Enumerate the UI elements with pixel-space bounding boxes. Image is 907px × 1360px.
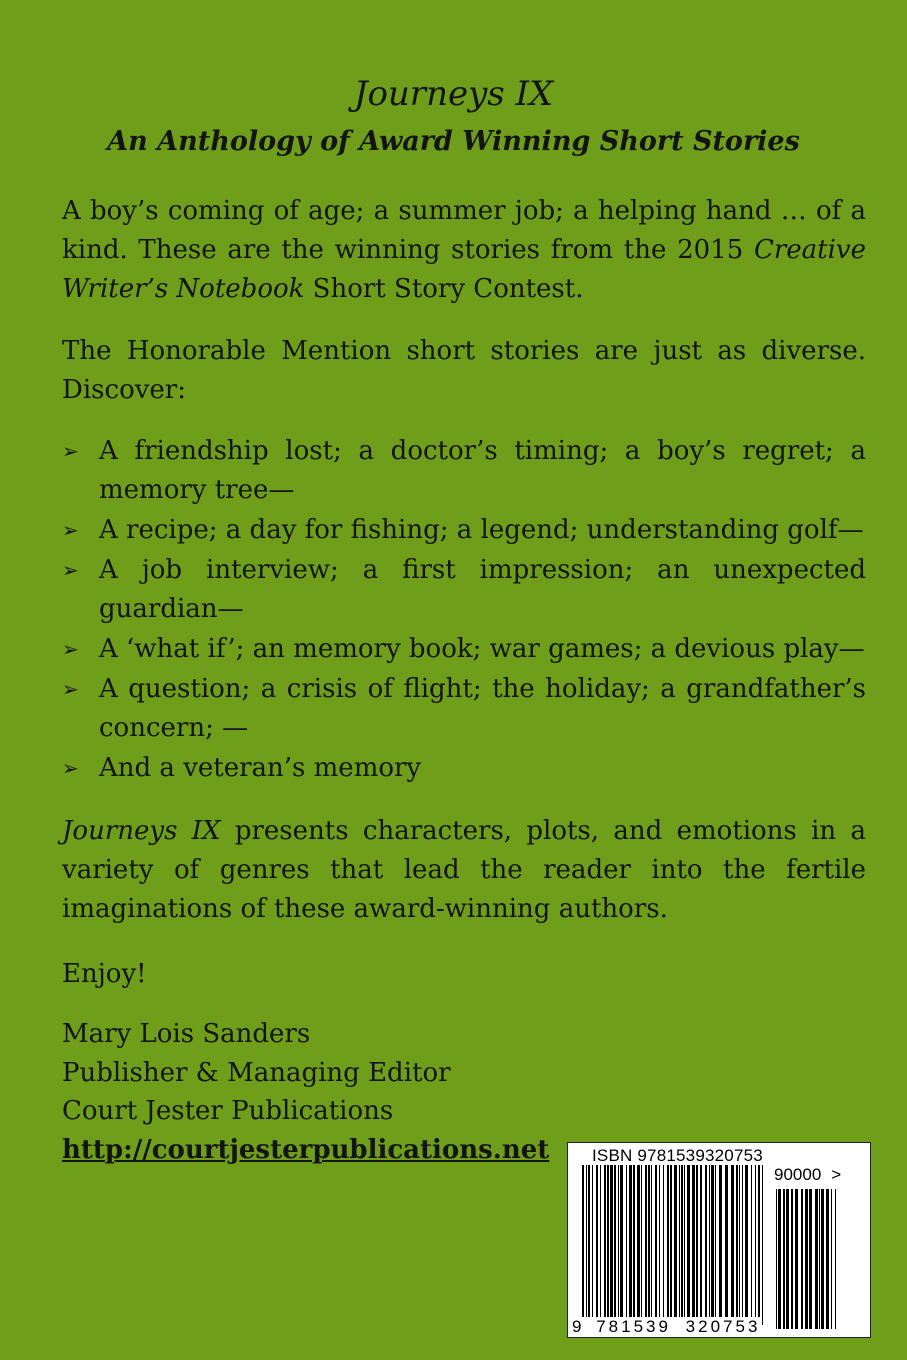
enjoy-line: Enjoy! xyxy=(62,959,147,989)
addon-digits: 90000 xyxy=(774,1165,822,1184)
publisher-name: Court Jester Publications xyxy=(62,1096,394,1126)
addon-arrow: > xyxy=(831,1165,842,1184)
book-subtitle: An Anthology of Award Winning Short Stories xyxy=(107,126,800,157)
intro-text-1: A boy’s coming of age; a summer job; a helping hand … of a kind. These are the winning stories from the 2015 xyxy=(62,196,866,265)
list-item-text: A friendship lost; a doctor’s timing; a boy’s regret; a memory tree— xyxy=(99,436,866,505)
editor-name: Mary Lois Sanders xyxy=(62,1019,311,1049)
closing-text: presents characters, plots, and emotions in a variety of genres that lead the reader into the fertile imaginations of these award-winning authors. xyxy=(62,816,866,924)
list-item-text: And a veteran’s memory xyxy=(99,753,422,783)
barcode-bars-main xyxy=(580,1165,766,1325)
barcode-bars-addon xyxy=(774,1189,840,1329)
barcode-digits-left: 781539 xyxy=(596,1317,671,1336)
closing-title: Journeys IX xyxy=(62,816,221,846)
list-item-text: A recipe; a day for fishing; a legend; understanding golf— xyxy=(99,515,864,545)
arrow-bullet-icon: ➢ xyxy=(62,558,79,582)
signature-block xyxy=(62,1015,549,1169)
isbn-label: ISBN 9781539320753 xyxy=(592,1146,763,1165)
arrow-bullet-icon: ➢ xyxy=(62,518,79,542)
list-item-text: A job interview; a first impression; an unexpected guardian— xyxy=(99,555,866,624)
intro-text-2: Short Story Contest. xyxy=(304,274,584,304)
list-item-text: A question; a crisis of flight; the holiday; a grandfather’s concern; — xyxy=(99,674,866,743)
closing-paragraph xyxy=(62,812,866,929)
barcode-digit-first: 9 xyxy=(572,1317,582,1336)
publisher-link[interactable]: http://courtjesterpublications.net xyxy=(62,1134,550,1165)
arrow-bullet-icon: ➢ xyxy=(62,756,79,780)
list-item xyxy=(62,551,866,629)
list-item xyxy=(62,670,866,748)
list-item xyxy=(62,511,866,550)
arrow-bullet-icon: ➢ xyxy=(62,637,79,661)
list-item xyxy=(62,749,866,788)
intro-paragraph xyxy=(62,192,866,309)
book-title: Journeys IX xyxy=(353,74,554,114)
list-item-text: A ‘what if’; an memory book; war games; a devious play— xyxy=(99,634,865,664)
editor-role: Publisher & Managing Editor xyxy=(62,1057,451,1088)
barcode-digits-right: 320753 xyxy=(685,1317,761,1336)
list-item xyxy=(62,630,866,669)
list-item xyxy=(62,432,866,510)
story-list xyxy=(62,432,866,789)
addon-price-code xyxy=(774,1165,841,1185)
honorable-paragraph: The Honorable Mention short stories are just as diverse. Discover: xyxy=(62,336,866,405)
arrow-bullet-icon: ➢ xyxy=(62,677,79,701)
arrow-bullet-icon: ➢ xyxy=(62,439,79,463)
barcode-digits xyxy=(572,1317,760,1337)
contest-name: Creative Writer’s Notebook xyxy=(62,235,866,304)
isbn-barcode xyxy=(567,1142,871,1338)
